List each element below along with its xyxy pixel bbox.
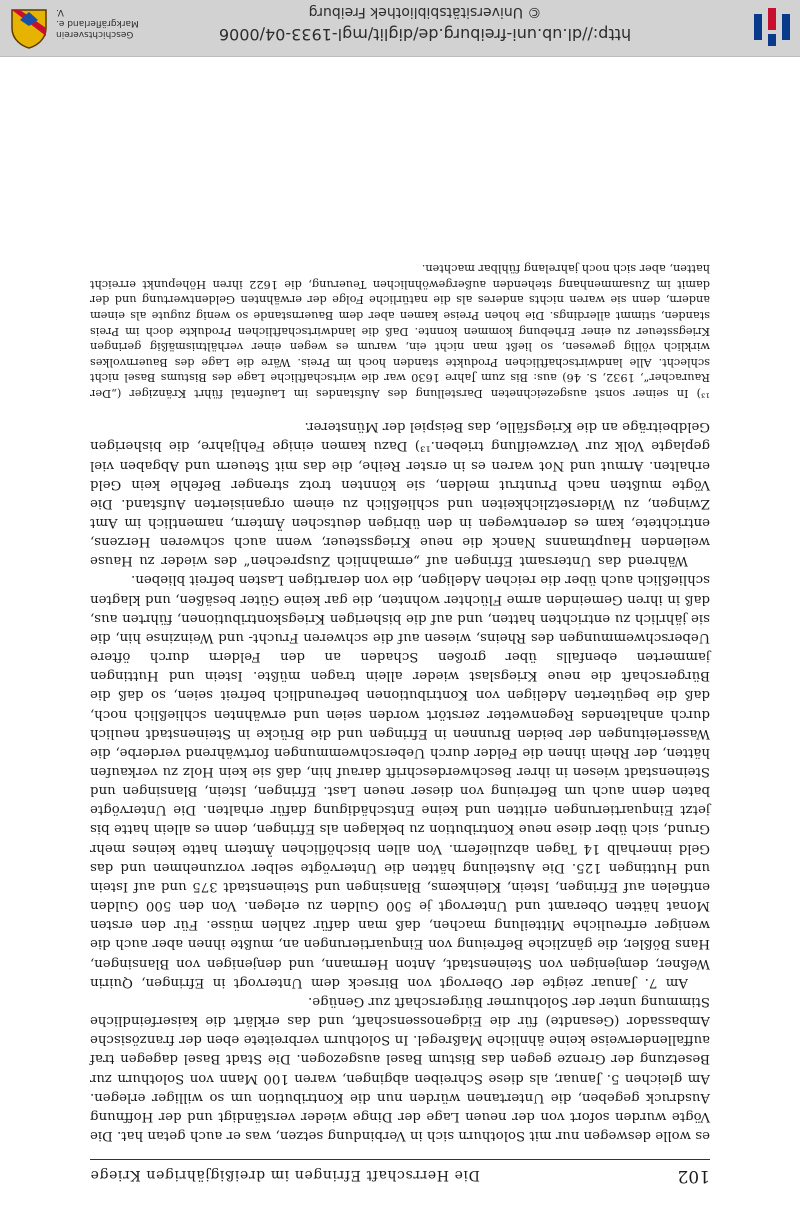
page-url[interactable]: http://dl.ub.uni-freiburg.de/diglit/mgl-1933-04/0006	[218, 25, 632, 44]
page-content	[90, 261, 710, 1186]
scanned-page	[0, 56, 800, 1232]
page-number: 102	[677, 1166, 710, 1186]
paragraph: Während das Untersamt Efringen auf „ermahnlich Zusprechen“ des wieder zu Hause weilenden Hauptmanns Nanck die neue Kriegssteuer, wenn auch schweren Herzens, entrichtete, kam es derentwegen in den übrigen deutschen Ämtern, namentlich im Amt Zwingen, zu Widersetzlichkeiten und schließlich zu einem organisierten Aufstand. Die Vögte mußten nach Pruntrut melden, sie könnten trotz strenger Befehle kein Geld erhalten. Armut und Not waren es in erster Reihe, die das mit Steuern und Abgaben viel geplagte Volk zur Verzweiflung trieben.¹³) Dazu kamen einige Fehljahre, die bisherigen Geldbeiträge an die Kriegsfälle, das Beispiel der Münsterer.	[90, 419, 710, 569]
footnote: ¹³) In seiner sonst ausgezeichneten Darstellung des Aufstandes im Laufental führt Kränziger („Der Rauracher“, 1932, S. 46) aus: Bis zum Jahre 1630 war die wirtschaftliche Lage des Bistums Basel nicht schlecht. Alle landwirtschaftlichen Produkte standen hoch im Preis. Wäre die Lage des Bauernvolkes wirklich völlig gewesen, so ließt man nicht ein, warum es wegen einer verhältnismäßig geringen Kriegssteuer zu einer Erhebung kommen konnte. Daß die landwirtschaftlichen Produkte doch im Preis standen, stimmt allerdings. Die hohen Preise kamen aber dem Bauernstande so wenig zugute als einem andern, denn sie waren nichts anderes als die natürliche Folge der erwähnten Geldentwertung und der damit im Zusammenhang stehenden außergewöhnlichen Teuerung, die 1622 ihren Höhepunkt erreicht hatten, aber sich noch jahrelang fühlbar machten.	[90, 262, 710, 401]
paragraph: Am 7. Januar zeigte der Obervogt von Birseck dem Untervogt in Efringen, Quirin Weßner, demjenigen von Steinenstadt, Anton Hermann, und denjenigen von Blansingen, Hans Bößler, die gänzliche Befreiung von Einquartierungen an, mußte ihnen aber auch die weniger erfreuliche Mitteilung machen, daß man dafür zahlen müsse. Für den ersten Monat hätten Oberamt und Untervogt je 500 Gulden zu erlegen. Von den 500 Gulden entfielen auf Efringen, Istein, Kleinkems, Blansingen und Steinenstadt 375 und auf Istein und Huttingen 125. Die Austeilung hätten die Untervögte selber vorzunehmen und das Geld innerhalb 14 Tagen abzuliefern. Von allen bischöflichen Ämtern hatte keines mehr Grund, sich über diese neue Kontribution zu beklagen als Efringen, denn es allein hatte bis jetzt Einquartierungen erlitten und keine Entschädigung dafür erhalten. Die Untervögte baten denn auch um Befreiung von dieser neuen Last. Efringen, Istein, Blansingen und Steinenstadt wiesen in ihrer Beschwerdeschrift darauf hin, daß sie kein Holz zu verkaufen hätten, der Rhein ihnen die Felder durch Ueberschwemmungen fortwährend verderbe, die Wasserleitungen der beiden Brunnen in Efringen und die Brücke in Steinenstadt neulich durch anhaltendes Regenwetter zerstört worden seien und erwähnten schließlich noch, daß die begüterten Adeligen von Kontributionen befreundlich befreit seien, so daß die Bürgerschaft die neue Kriegslast wieder allein tragen müßte. Istein und Huttingen jammerten ebenfalls über großen Schaden an den Feldern durch öftere Ueberschwemmungen des Rheins, wiesen auf die schweren Frucht- und Weinzinse hin, die sie jährlich zu entrichten hatten, und auf die bisherigen Kriegskontributionen, führten aus, daß in ihren Gemeinden arme Flüchter wohnten, die gar keine Güter besäßen, und klagten schließlich auch über die reichen Adeligen, die von derartigen Lasten befreit blieben.	[90, 572, 710, 990]
library-banner	[0, 0, 800, 57]
society-name: Geschichtsverein Markgräflerland e. V.	[56, 7, 139, 39]
running-head	[90, 1159, 710, 1186]
running-title: Die Herrschaft Efringen im dreißigjährigen Kriege	[90, 1167, 480, 1183]
paragraph: es wolle deswegen nur mit Solothurn sich in Verbindung setzen, was er auch getan hat. Die Vögte wurden sofort von der neuen Lage der Dinge wieder verständigt und der Hoffnung Ausdruck gegeben, die Untertanen würden nun die Kontribution um so williger erlegen. Am gleichen 5. Januar, als diese Schreiben abgingen, waren 100 Mann von Solothurn zur Besetzung der Grenze gegen das Bistum Basel ausgezogen. Die Stadt Basel dagegen traf auffallenderweise keine ähnliche Maßregel. In Solothurn verbreitete eben der französische Ambassador (Gesandte) für die Eidgenossenschaft, und das erklärt die kaiserfeindliche Stimmung unter der Solothurner Bürgerschaft zur Genüge.	[90, 993, 710, 1143]
library-copyright: © Universitätsbibliothek Freiburg	[308, 4, 542, 20]
society-crest-icon[interactable]	[8, 6, 50, 50]
university-library-logo-icon[interactable]	[752, 6, 792, 48]
